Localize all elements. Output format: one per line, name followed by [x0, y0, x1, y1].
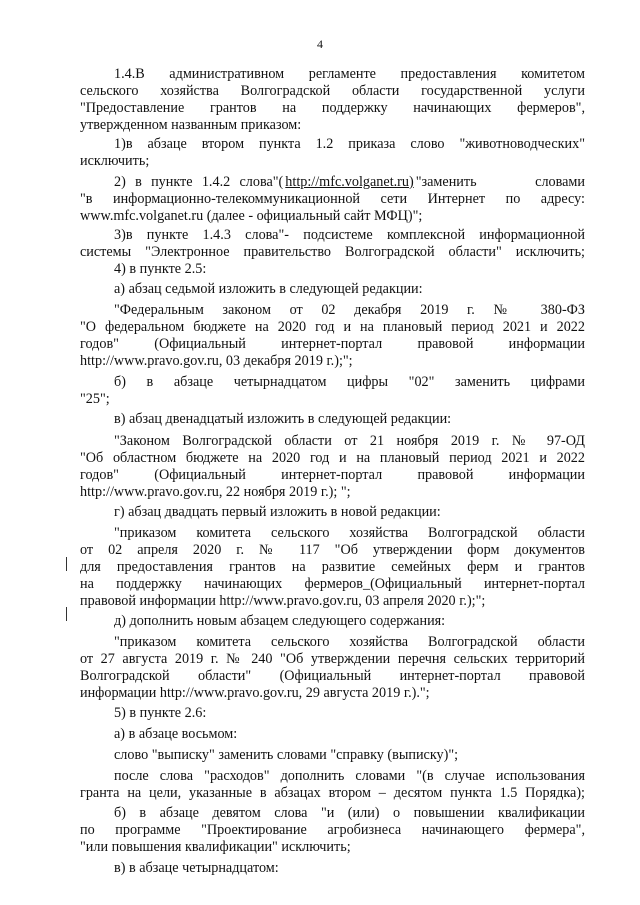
text-fragment: "заменить словами: [415, 174, 586, 190]
text-line: в) в абзаце четырнадцатом:: [114, 860, 279, 876]
text-line: сельского хозяйства Волгоградской области государственной услуги: [80, 83, 585, 99]
text-line: в) абзац двенадцатый изложить в следующей редакции:: [114, 411, 452, 427]
text-line: а) абзац седьмой изложить в следующей редакции:: [114, 281, 423, 297]
text-line: гранта на цели, указанные в абзацах втором – десятом пункта 1.5 Порядка);: [80, 785, 585, 801]
text-line: д) дополнить новым абзацем следующего содержания:: [114, 613, 446, 629]
text-line: 1)в абзаце втором пункта 1.2 приказа слово "животноводческих": [114, 136, 585, 152]
text-line: 5) в пункте 2.6:: [114, 705, 207, 721]
text-line: "или повышения квалификации" исключить;: [80, 839, 351, 855]
mfc-link[interactable]: http://mfc.volganet.ru): [285, 174, 414, 190]
text-line: слово "выписку" заменить словами "справку (выписку)";: [114, 747, 459, 763]
text-line: "в информационно-телекоммуникационной сети Интернет по адресу:: [80, 191, 585, 207]
text-line: http://www.pravo.gov.ru, 22 ноября 2019 г.); ";: [80, 484, 351, 500]
text-line: б) в абзаце четырнадцатом цифры "02" заменить цифрами: [114, 374, 585, 390]
text-line: "Законом Волгоградской области от 21 ноября 2019 г. № 97-ОД: [114, 433, 585, 449]
text-fragment: 2) в пункте 1.4.2 слова"(: [114, 174, 284, 190]
text-line: 4) в пункте 2.5:: [114, 261, 207, 277]
text-line: после слова "расходов" дополнить словами "(в случае использования: [114, 768, 585, 784]
text-line: [114, 174, 585, 191]
text-line: системы "Электронное правительство Волгоградской области" исключить;: [80, 244, 585, 260]
text-line: "приказом комитета сельского хозяйства Волгоградской области: [114, 525, 585, 541]
text-line: б) в абзаце девятом слова "и (или) о повышении квалификации: [114, 805, 585, 821]
text-line: исключить;: [80, 153, 150, 169]
text-line: 1.4.В административном регламенте предоставления комитетом: [114, 66, 585, 82]
text-line: Волгоградской области" (Официальный интернет-портал правовой: [80, 668, 585, 684]
page-number: 4: [317, 37, 323, 51]
text-line: "Предоставление грантов на поддержку начинающих фермеров",: [80, 100, 585, 116]
margin-mark: [66, 607, 67, 621]
text-line: "О федеральном бюджете на 2020 год и на плановый период 2021 и 2022: [80, 319, 585, 335]
text-line: а) в абзаце восьмом:: [114, 726, 238, 742]
text-line: www.mfc.volganet.ru (далее - официальный сайт МФЦ)";: [80, 208, 423, 224]
text-line: 3)в пункте 1.4.3 слова"- подсистеме комплексной информационной: [114, 227, 585, 243]
text-line: информации http://www.pravo.gov.ru, 29 августа 2019 г.).";: [80, 685, 430, 701]
text-line: г) абзац двадцать первый изложить в новой редакции:: [114, 504, 441, 520]
text-line: "Об областном бюджете на 2020 год и на плановый период 2021 и 2022: [80, 450, 585, 466]
text-line: http://www.pravo.gov.ru, 03 декабря 2019 г.);";: [80, 353, 353, 369]
text-line: от 02 апреля 2020 г. № 117 "Об утверждении форм документов: [80, 542, 585, 558]
text-line: годов" (Официальный интернет-портал правовой информации: [80, 467, 585, 483]
text-line: "25";: [80, 391, 110, 407]
text-line: на поддержку начинающих фермеров_(Официальный интернет-портал: [80, 576, 585, 592]
text-line: "приказом комитета сельского хозяйства Волгоградской области: [114, 634, 585, 650]
text-line: для предоставления грантов на развитие семейных ферм и грантов: [80, 559, 585, 575]
text-line: по программе "Проектирование агробизнеса начинающего фермера",: [80, 822, 585, 838]
margin-mark: [66, 557, 67, 571]
text-line: от 27 августа 2019 г. № 240 "Об утверждении перечня сельских территорий: [80, 651, 585, 667]
text-line: утвержденном названным приказом:: [80, 117, 302, 133]
text-line: годов" (Официальный интернет-портал правовой информации: [80, 336, 585, 352]
text-line: "Федеральным законом от 02 декабря 2019 г. № 380-ФЗ: [114, 302, 585, 318]
text-line: правовой информации http://www.pravo.gov.ru, 03 апреля 2020 г.);";: [80, 593, 486, 609]
